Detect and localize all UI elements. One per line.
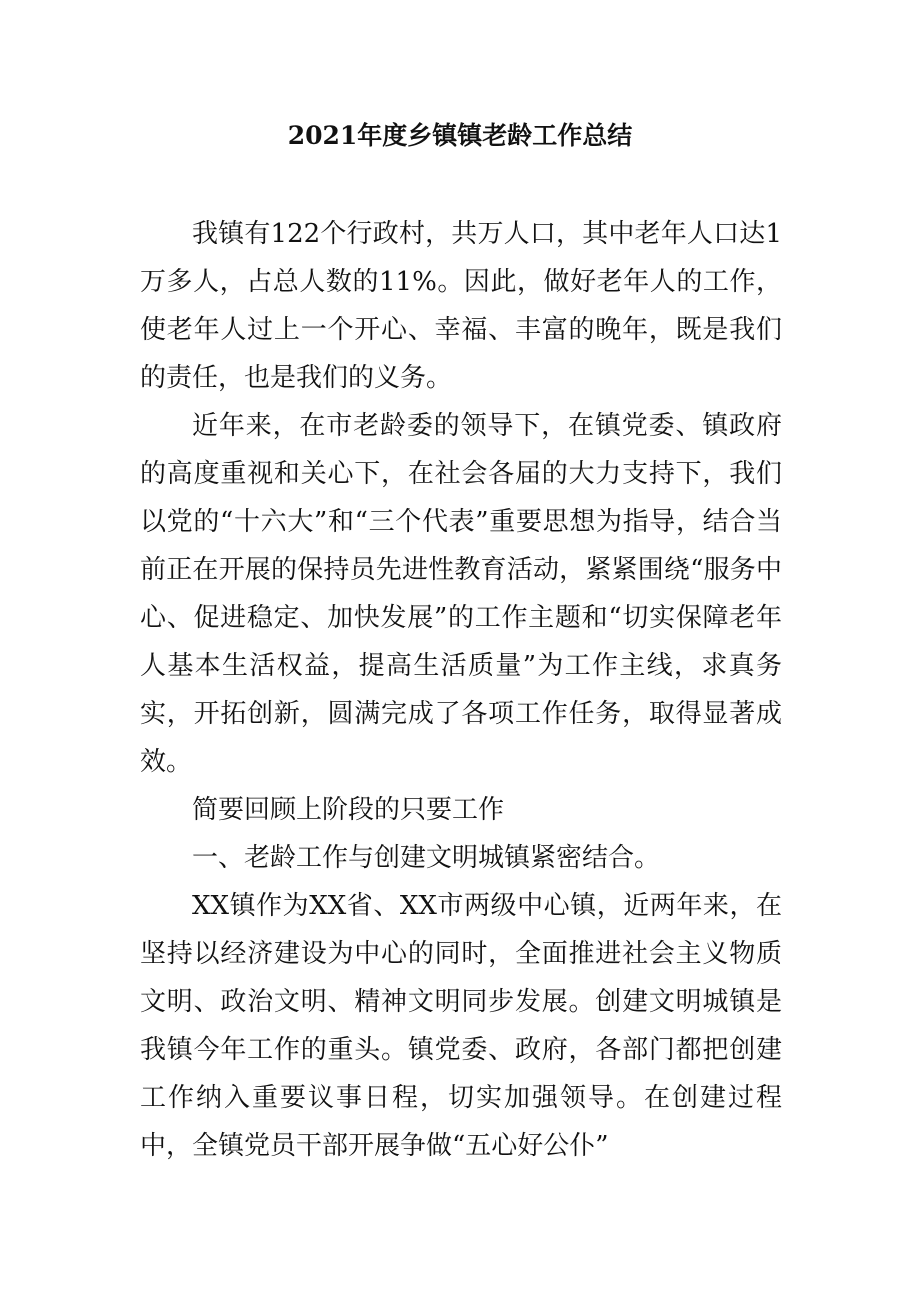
document-body [140, 210, 782, 1170]
section-heading-1: 一、老龄工作与创建文明城镇紧密结合。 [192, 843, 661, 873]
paragraph-overview: 近年来，在市老龄委的领导下，在镇党委、镇政府的高度重视和关心下，在社会各届的大力支持下，我们以党的“十六大”和“三个代表”重要思想为指导，结合当前正在开展的保持员先进性教育活动，紧紧围绕“服务中心、促进稳定、加快发展”的工作主题和“切实保障老年人基本生活权益，提高生活质量”为工作主线，求真务实，开拓创新，圆满完成了各项工作任务，取得显著成效。 [140, 411, 782, 777]
paragraph-population: 我镇有122个行政村，共万人口，其中老年人口达1万多人，占总人数的11%。因此，做好老年人的工作，使老年人过上一个开心、幸福、丰富的晚年，既是我们的责任，也是我们的义务。 [140, 219, 782, 393]
paragraph-review-heading: 简要回顾上阶段的只要工作 [192, 795, 505, 825]
document-title: 2021年度乡镇镇老龄工作总结 [287, 121, 633, 150]
paragraph-civilized-town: XX镇作为XX省、XX市两级中心镇，近两年来，在坚持以经济建设为中心的同时，全面推进社会主义物质文明、政治文明、精神文明同步发展。创建文明城镇是我镇今年工作的重头。镇党委、政府，各部门都把创建工作纳入重要议事日程，切实加强领导。在创建过程中，全镇党员干部开展争做“五心好公仆” [140, 891, 782, 1161]
